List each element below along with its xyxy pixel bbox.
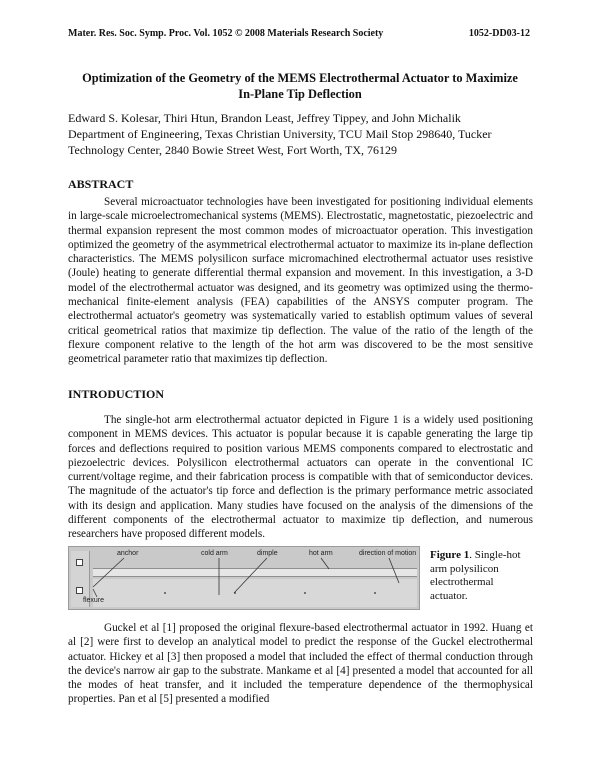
figure-1-caption-text: . Single-hot arm polysilicon electrothermal actuator. (430, 549, 521, 602)
figure-leader-lines (69, 547, 419, 609)
author-names: Edward S. Kolesar, Thiri Htun, Brandon Least, Jeffrey Tippey, and John Michalik (68, 111, 461, 125)
abstract-text: Several microactuator technologies have been investigated for positioning individual elements in large-scale microelectromechanical systems (MEMS). Electrostatic, magnetostatic, piezoelectric and thermal expansion represent the most common modes of microactuator operation. This investigation optimized the geometry of the asymmetrical electrothermal actuator to maximize its in-plane deflection characteristics. The MEMS polysilicon surface micromachined electrothermal actuator uses resistive (Joule) heating to generate differential thermal expansion and movement. In this investigation, a 3-D model of the electrothermal actuator was designed, and its geometry was optimized using the thermo-mechanical finite-element analysis (FEA) capabilities of the ANSYS computer program. The electrothermal actuator's geometry was systematically varied to establish optimum values of several critical geometrical ratios that maximize tip deflection. The value of the ratio of the length of the flexure component relative to the length of the hot arm was discovered to be the most sensitive geometrical parameter ratio that maximizes tip deflection. (68, 196, 533, 366)
label-dimple: dimple (257, 550, 278, 557)
figure-1-caption (430, 549, 530, 603)
label-anchor: anchor (117, 550, 139, 557)
introduction-heading: INTRODUCTION (68, 387, 165, 401)
label-hot-arm: hot arm (309, 550, 333, 557)
label-flexure: flexure (83, 597, 105, 604)
abstract-heading: ABSTRACT (68, 177, 134, 191)
journal-citation: Mater. Res. Soc. Symp. Proc. Vol. 1052 © 2008 Materials Research Society (68, 28, 384, 39)
running-header (68, 28, 530, 39)
label-direction-of-motion: direction of motion (359, 550, 417, 557)
label-cold-arm: cold arm (201, 550, 228, 557)
paper-number: 1052-DD03-12 (468, 28, 530, 39)
author-affiliation: Department of Engineering, Texas Christian University, TCU Mail Stop 298640, Tucker Technology Center, 2840 Bowie Street West, Fort Worth, TX, 76129 (68, 127, 492, 157)
figure-1-actuator-image (68, 546, 420, 610)
introduction-paragraph-2: Guckel et al [1] proposed the original flexure-based electrothermal actuator in 1992. Huang et al [2] were first to develop an analytical model to predict the response of the Guckel electrothermal actuator. Hickey et al [3] then proposed a model that included the effect of thermal conduction through the device's narrow air gap to the substrate. Mankame et al [4] presented a model that accounted for all the modes of heat transfer, and it included the temperature dependence of the thermophysical properties. Pan et al [5] presented a modified (68, 622, 533, 706)
paper-title: Optimization of the Geometry of the MEMS Electrothermal Actuator to Maximize In-Plane Tip Deflection (82, 71, 518, 101)
figure-1-caption-label: Figure 1 (430, 549, 470, 561)
introduction-paragraph-1: The single-hot arm electrothermal actuator depicted in Figure 1 is a widely used positioning component in MEMS devices. This actuator is popular because it is capable generating the large tip forces and deflections required to position various MEMS components compared to electrostatic and piezoelectric devices. Polysilicon electrothermal actuators can operate in the conventional IC current/voltage regime, and their fabrication process is compatible with that of semiconductor devices. The magnitude of the actuator's tip force and deflection is the primary performance metric associated with its design and application. Many studies have focused on the analysis of the dimensions of the different components of the electrothermal actuator to maximize tip deflection, and numerous researchers have proposed different models. (68, 414, 533, 541)
author-block (68, 110, 538, 158)
